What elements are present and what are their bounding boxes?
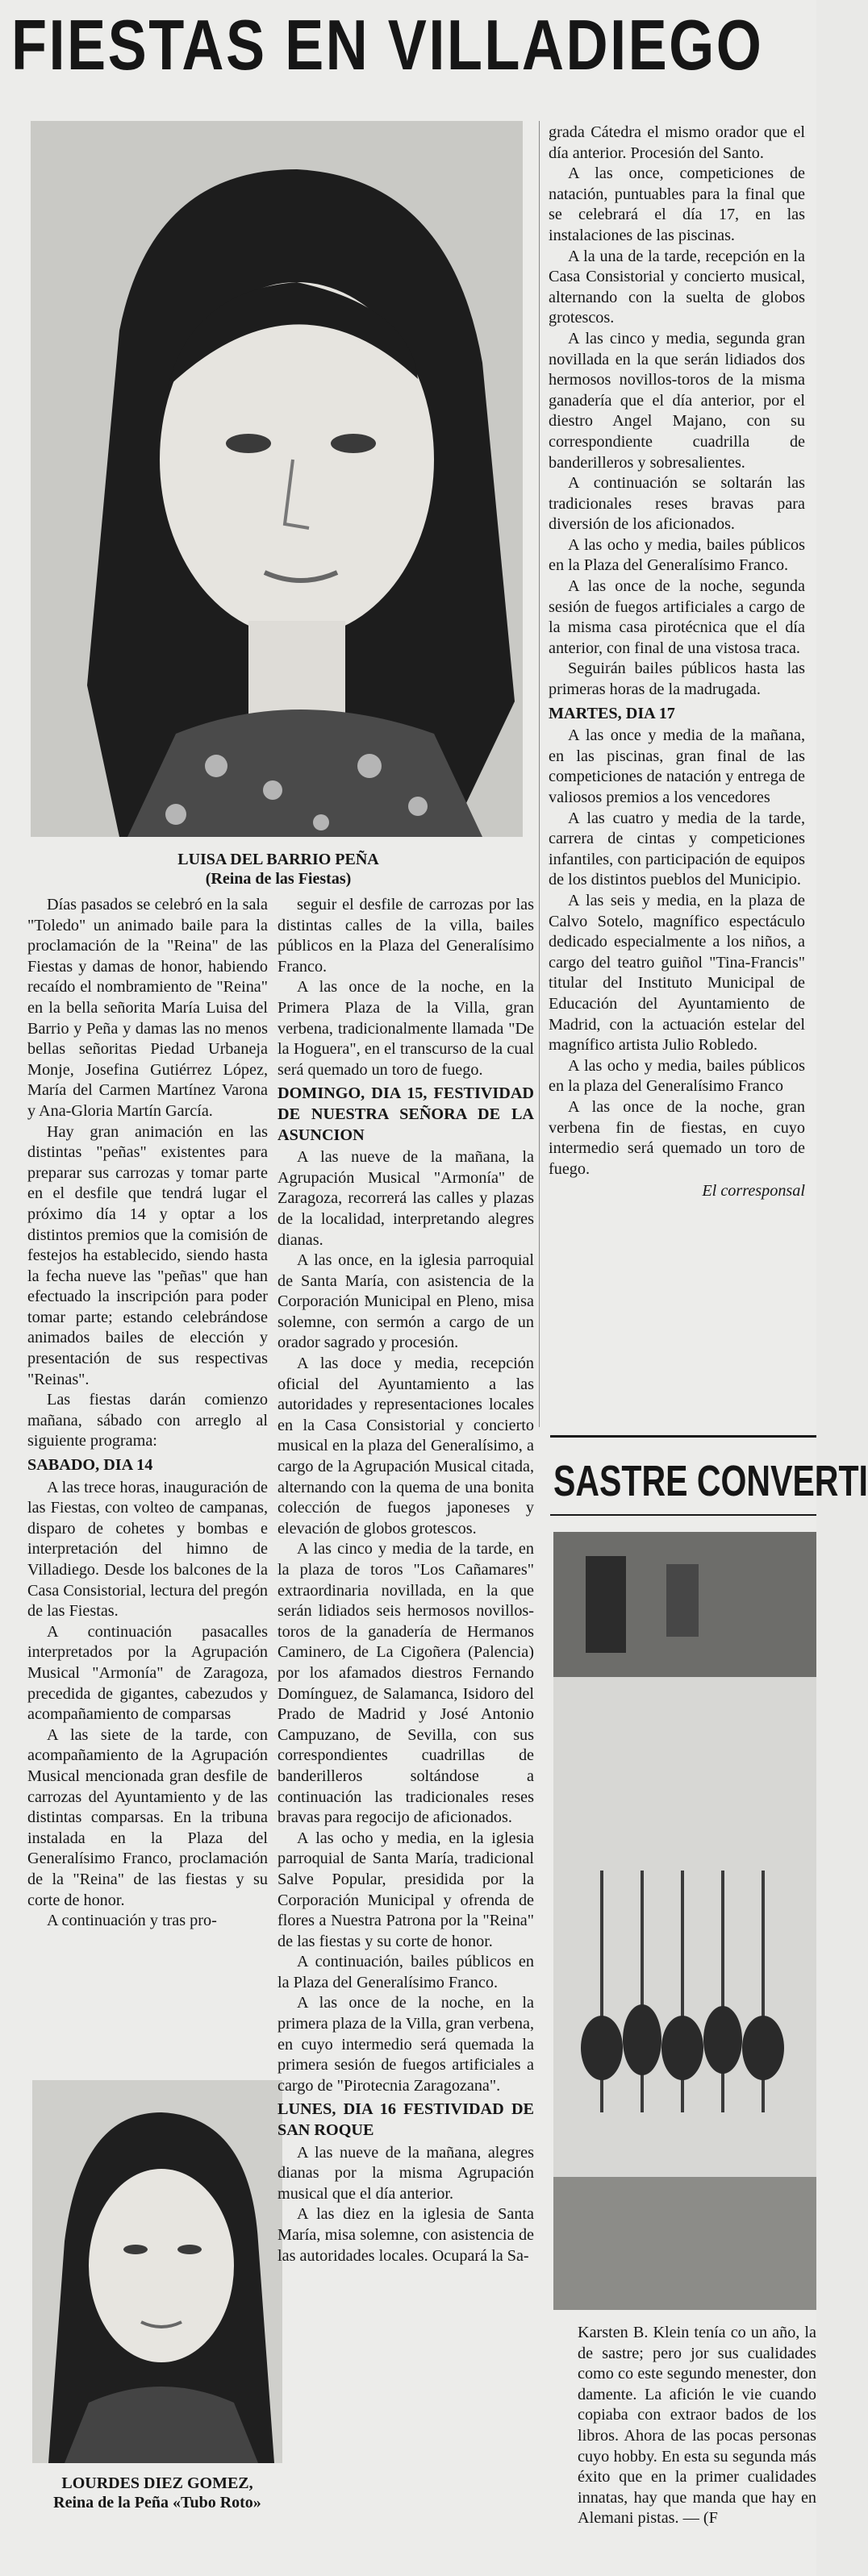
paragraph: A las siete de la tarde, con acompañamiento de la Agrupación Musical mencionada gran desfile de carrozas del Ayuntamiento y de las distintas comparsas. En la tribuna instalada en la Plaza del Generalísimo Franco, proclamación de la "Reina" de las fiestas y su corte de honor.	[27, 1725, 268, 1909]
caption-name: LOURDES DIEZ GOMEZ,	[61, 2474, 253, 2492]
paragraph: A las nueve de la mañana, alegres dianas por la misma Agrupación musical que el día anterior.	[278, 2143, 534, 2203]
paragraph: A las doce y media, recepción oficial del Ayuntamiento a las autoridades y representaciones locales en la Casa Consistorial y concierto musical en la plaza del Generalísimo, a cargo de la Agrupación Musical citada, alternando con la quema de una bonita colección de fuegos japoneses y elevación de globos grotescos.	[278, 1355, 534, 1538]
paragraph: A las ocho y media, bailes públicos en la plaza del Generalísimo Franco	[549, 1056, 805, 1096]
paragraph: A la una de la tarde, recepción en la Casa Consistorial y concierto musical, alternando con la suelta de globos grotescos.	[549, 247, 805, 327]
paragraph: A las once de la noche, en la Primera Plaza de la Villa, gran verbena, tradicionalmente llamada "De la Hoguera", en el transcurso de la cual será quemado un toro de fuego.	[278, 978, 534, 1079]
subheading: SABADO, DIA 14	[27, 1456, 153, 1475]
paragraph: A continuación se soltarán las tradicionales reses bravas para diversión de los aficionados.	[549, 474, 805, 534]
paragraph: A las ocho y media, bailes públicos en la Plaza del Generalísimo Franco.	[549, 535, 805, 575]
paragraph: A las once y media de la mañana, en las piscinas, gran final de las competiciones de natación y entrega de valiosos premios a los vencedores	[549, 726, 805, 806]
subheading: LUNES, DIA 16 FESTIVIDAD DE SAN ROQUE	[278, 2100, 534, 2140]
paragraph: A las ocho y media, en la iglesia parroquial de Santa María, tradicional Salve Popular, presidida por la Corporación Municipal y ofrenda de flores a Nuestra Patrona por la "Reina" de las fiestas y su corte de honor.	[278, 1829, 534, 1950]
paragraph: A continuación pasacalles interpretados por la Agrupación Musical "Armonía" de Zaragoza, precedida de gigantes, cabezudos y acompañamiento de comparsas	[27, 1622, 268, 1724]
paragraph: A las nueve de la mañana, la Agrupación Musical "Armonía" de Zaragoza, recorrerá las calles y plazas de la localidad, interpretando alegres dianas.	[278, 1148, 534, 1249]
paragraph: Hay gran animación en las distintas "peñas" existentes para preparar sus carrozas y tomar parte en el desfile que tendrá lugar el próximo día 14 y optar a los distintos premios que la comisión de festejos ha establecido, siendo hasta la fecha nueve las "peñas" que han efectuado la inscripción para poder tomar parte; estando celebrándose animados bailes de elección y presentación de sus respectivas "Reinas".	[27, 1122, 268, 1388]
column-divider	[539, 121, 540, 1427]
paragraph: A las trece horas, inauguración de las Fiestas, con volteo de campanas, disparo de cohetes y bombas e interpretación del himno de Villadiego. Desde los balcones de la Casa Consistorial, lectura del pregón de las Fiestas.	[27, 1478, 268, 1621]
article-divider-top	[550, 1435, 816, 1438]
paragraph: A continuación, bailes públicos en la Plaza del Generalísimo Franco.	[278, 1953, 534, 1991]
paragraph: A las diez en la iglesia de Santa María, misa solemne, con asistencia de las autoridades locales. Ocupará la Sa-	[278, 2205, 534, 2265]
paragraph: A las cinco y media, segunda gran novillada en la que serán lidiados dos hermosos novillos-toros de la misma ganadería que el día anterior, por el diestro Angel Majano, con su correspondiente cuadrilla de banderilleros y sobresalientes.	[549, 329, 805, 472]
paragraph: A las once, en la iglesia parroquial de Santa María, con asistencia de la Corporación Municipal en Pleno, misa solemne, con sermón a cargo de un orador sagrado y procesión.	[278, 1251, 534, 1352]
main-photo-caption	[48, 850, 508, 888]
paragraph: Seguirán bailes públicos hasta las primeras horas de la madrugada.	[549, 660, 805, 699]
paragraph: Días pasados se celebró en la sala "Toledo" un animado baile para la proclamación de la "Reina" de las Fiestas y damas de honor, habiendo recaído el nombramiento de "Reina" en la bella señorita María Luisa del Barrio y Peña y damas las no menos bellas señoritas Piedad Urbaneja Monje, Josefina Gutiérrez López, María del Carmen Martínez Varona y Ana-Gloria Martín García.	[27, 896, 268, 1120]
caption-name: LUISA DEL BARRIO PEÑA	[177, 851, 379, 868]
small-photo-caption	[32, 2474, 282, 2512]
second-article-headline: SASTRE CONVERTI	[553, 1457, 868, 1505]
paragraph: A las seis y media, en la plaza de Calvo Sotelo, magnífico espectáculo dedicado especialmente a los niños, a cargo del teatro guiñol "Tina-Francis" titular del Instituto Municipal de Educación del Ayuntamiento de Madrid, con la actuación estelar del magnífico artista Julio Robledo.	[549, 891, 805, 1055]
paragraph: A continuación y tras pro-	[47, 1912, 217, 1930]
paragraph: A las once de la noche, en la primera plaza de la Villa, gran verbena, en cuyo intermedio será quemada la primera sesión de fuegos artificiales a cargo de "Pirotecnia Zaragozana".	[278, 1994, 534, 2095]
article-column-2	[278, 895, 534, 2568]
tailor-photo	[553, 1532, 816, 2310]
caption-role: Reina de la Peña «Tubo Roto»	[53, 2494, 261, 2511]
byline: El corresponsal	[702, 1182, 805, 1201]
paragraph: seguir el desfile de carrozas por las distintas calles de la villa, bailes públicos en la Plaza del Generalísimo Franco.	[278, 896, 534, 976]
paragraph: A las once de la noche, gran verbena fin de fiestas, en cuyo intermedio será quemado un toro de fuego.	[549, 1097, 805, 1178]
article-divider-under-headline	[550, 1514, 816, 1516]
article-column-3	[549, 123, 805, 1429]
paragraph: A las once de la noche, segunda sesión de fuegos artificiales a cargo de la misma casa pirotécnica que el día anterior, con final de una vistosa traca.	[549, 577, 805, 657]
caption-role: (Reina de las Fiestas)	[205, 870, 352, 888]
subheading: DOMINGO, DIA 15, FESTIVIDAD DE NUESTRA SEÑORA DE LA ASUNCION	[278, 1084, 534, 1144]
paragraph: A las cinco y media de la tarde, en la plaza de toros "Los Cañamares" extraordinaria novillada, en la que serán lidiados seis hermosos novillos-toros de la ganadería de Hermanos Caminero, de La Cigoñera (Palencia) por los afamados diestros Fernando Domínguez, de Salamanca, Isidoro del Prado de Madrid y José Antonio Campuzano, de Sevilla, con sus correspondientes cuadrillas de banderilleros soltándose a continuación las tradicionales reses bravas para regocijo de aficionados.	[278, 1540, 534, 1827]
article-column-1	[27, 895, 268, 2048]
paragraph: A las once, competiciones de natación, puntuables para la final que se celebrará el día 17, en las instalaciones de las piscinas.	[549, 164, 805, 244]
paragraph: Karsten B. Klein tenía co un año, la de sastre; pero jor sus cualidades como co este segundo menester, don damente. La afición le vie cuando copiaba con extraor bados de los libros. Ahora de las pocas personas cuyo hobby. En esta su segunda más éxito que en la primer cualidades innatas, hay que manda que hay en Alemani pistas. — (F	[578, 2324, 816, 2528]
second-article-text	[578, 2323, 816, 2529]
paragraph: A las cuatro y media de la tarde, carrera de cintas y competiciones infantiles, con participación de equipos de los distintos pueblos del Municipio.	[549, 809, 805, 889]
portrait-photo-small	[32, 2080, 282, 2463]
page-headline: FIESTAS EN VILLADIEGO	[11, 5, 764, 85]
paragraph: grada Cátedra el mismo orador que el día anterior. Procesión del Santo.	[549, 123, 805, 162]
paragraph: Las fiestas darán comienzo mañana, sábado con arreglo al siguiente programa:	[27, 1391, 268, 1450]
portrait-photo-main	[31, 121, 523, 837]
subheading: MARTES, DIA 17	[549, 704, 675, 722]
